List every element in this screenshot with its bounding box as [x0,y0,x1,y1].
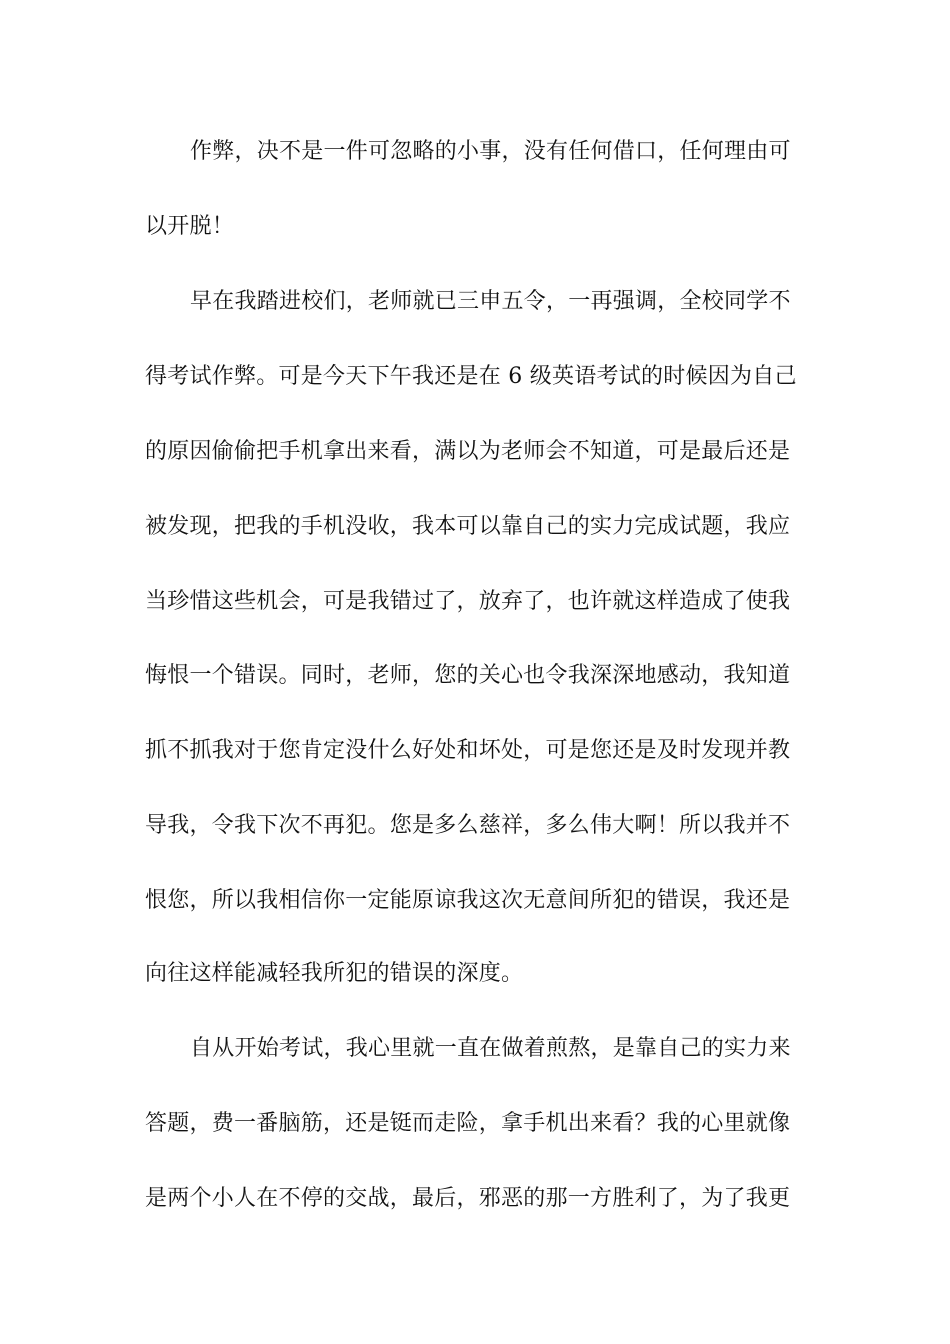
paragraph-3-line-1: 自从开始考试，我心里就一直在做着煎熬，是靠自己的实力来 [190,1036,791,1061]
paragraph-2-line-6: 悔恨一个错误。同时，老师，您的关心也令我深深地感动，我知道 [145,663,791,688]
paragraph-2-line-9: 恨您，所以我相信你一定能原谅我这次无意间所犯的错误，我还是 [145,888,791,913]
paragraph-2-line-3: 的原因偷偷把手机拿出来看，满以为老师会不知道，可是最后还是 [145,439,791,464]
paragraph-2-line-2: 得考试作弊。可是今天下午我还是在 6 级英语考试的时候因为自己 [145,364,797,389]
paragraph-2-line-7: 抓不抓我对于您肯定没什么好处和坏处，可是您还是及时发现并教 [145,738,791,763]
paragraph-3-line-3: 是两个小人在不停的交战，最后，邪恶的那一方胜利了，为了我更 [145,1186,791,1211]
paragraph-1-line-2: 以开脱！ [145,214,235,239]
paragraph-2-line-10: 向往这样能减轻我所犯的错误的深度。 [145,961,524,986]
paragraph-1-line-1: 作弊，决不是一件可忽略的小事，没有任何借口，任何理由可 [190,139,791,164]
paragraph-2-line-5: 当珍惜这些机会，可是我错过了，放弃了，也许就这样造成了使我 [145,589,791,614]
paragraph-2-line-4: 被发现，把我的手机没收，我本可以靠自己的实力完成试题，我应 [145,514,791,539]
paragraph-2-line-8: 导我，令我下次不再犯。您是多么慈祥，多么伟大啊！所以我并不 [145,813,791,838]
paragraph-2-line-1: 早在我踏进校们，老师就已三申五令，一再强调，全校同学不 [190,289,791,314]
paragraph-3-line-2: 答题，费一番脑筋，还是铤而走险，拿手机出来看？我的心里就像 [145,1111,791,1136]
